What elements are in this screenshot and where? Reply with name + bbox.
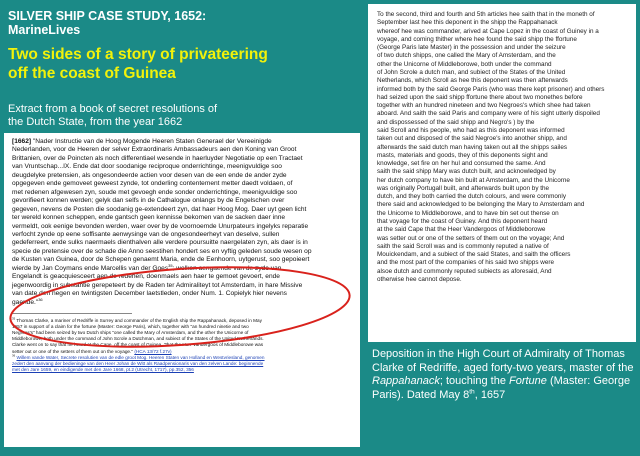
ordinal-suffix: th: [469, 387, 475, 395]
deposition-line: knowledge, set fire on her hul and consumed the same. And: [377, 160, 546, 168]
deposition-caption-line: [372, 389, 636, 403]
caption-text: (Master: George: [546, 375, 631, 387]
deposition-line: saith the said Scroll was and is commonly reputed a native of: [377, 242, 549, 250]
dutch-line: specie de pretensie over de schade die Anno seestihen hondert ses en vyftig geleden soude wesen op: [12, 247, 312, 255]
deposition-caption-line: Deposition in the High Court of Admiralty of Thomas: [372, 348, 625, 360]
dutch-line-text: gaende.": [12, 298, 39, 306]
dutch-line: de Kusten van Guinea, door de Schepen genaemt Maria, ende de Eenhoorn, uytgerust, soo gepoieert: [12, 256, 310, 264]
dutch-line-text: ; welken aengaende van de zyde van: [172, 264, 282, 272]
footnote-line: Middleborowe, both under the command of John Scrole a Dutchman, and subiect of the States of the United Netherlands.: [12, 336, 264, 342]
dutch-line: [12, 138, 354, 146]
dutch-line-text: wierde by Jan Coymans ende Marcellis van der Goes: [12, 264, 169, 272]
dutch-line: van Vruntschap...IX. Ende dat door soodanige reciproque onderrichtinge, meenigvuldige soo: [12, 163, 282, 171]
dutch-line: gedeferreert, ende sulks naermaels dienthalven alle verdere poursuitte naergelaten zyn, als daer is in: [12, 239, 308, 247]
source-reference-link[interactable]: Willem vande Water, Secrete resolutien van de edle groot Mog. Heeren Staten van Holland en Westvriesland, genomen: [16, 354, 265, 360]
deposition-line: had seized upon the said shipp ffortune there about two monethes before: [377, 93, 583, 101]
footnote-text: Thomas Clarke, a mariner of Redriffe in Surrey and commander of the English ship the Rappahanack, deposed in May: [16, 318, 262, 324]
deposition-line: aboard. And saith the said Paris and company were of his sight utterly dispoiled: [377, 110, 600, 118]
footnote-ref[interactable]: 36: [38, 296, 43, 302]
case-title-line: SILVER SHIP CASE STUDY, 1652:: [8, 9, 207, 23]
dutch-line: Engelandt is geacquiesceert aen de redenen, doenmaels aen haer te gemoet gevoert, ende: [12, 273, 280, 281]
deposition-line: of two dutch shipps, one called the Mary of Amsterdam, and the: [377, 52, 556, 60]
deposition-line: afterwards the said dutch man having taken out all the shipps sailes: [377, 143, 568, 151]
deposition-line: and dispossessed of the said shipp and Negro's ) by the: [377, 118, 535, 126]
deposition-line: Mouickendam, and a subiect of the said States, and saith the officers: [377, 251, 571, 259]
dutch-line: met redenen afgewesen zyn, soude met gevoegh ende sonder onderrichtinge, meenigvuldige soo: [12, 188, 298, 196]
dutch-line: Nederlanden, voor de Heeren der selver Extraordinaris Ambassadeurs aen den Koning van Groot: [12, 146, 297, 154]
headline: [8, 45, 328, 83]
dutch-resolution-text: [12, 138, 354, 307]
deposition-line: and the most part of the companies of his said two shipps were: [377, 259, 555, 267]
footnote-ref[interactable]: 35: [168, 262, 173, 268]
deposition-line: there said and acknowledged to be belonging the Mary to Amsterdam and: [377, 201, 585, 209]
hca-reference-link[interactable]: (HCA 13/72 f.27v): [134, 348, 172, 354]
source-reference-link[interactable]: zedert den aanvang der bedieninge van den Heer Johan de Witt als Raadpensionaris van den zelven Lande: beginnende: [12, 360, 264, 366]
footnote-line: 1657 in support of a claim for the fortune (Master: George Paris), which, together with "an hundred ninetie and two: [12, 324, 249, 330]
dutch-line: deugdelyke pretensien, als ongesondeerde actien voor desen van de een ende de ander zyde: [12, 171, 287, 179]
footnote-divider: [12, 313, 132, 314]
deposition-text: [377, 11, 630, 284]
case-title-line: MarineLives: [8, 23, 81, 37]
deposition-line: her dutch company to have bin built at Amsterdam, and the Unicorne: [377, 176, 570, 184]
deposition-line: otherwise hee cannot depose.: [377, 276, 462, 283]
year-marker: [1662]: [12, 138, 32, 145]
footnote-text: setter out or one of the setters of them out on the voyage.": [12, 348, 134, 354]
deposition-caption: [372, 348, 636, 402]
footnotes: [12, 318, 354, 373]
footnote-number: 35: [12, 316, 16, 321]
dutch-line: ter wereld konnen scheppen, ende gantsch geen kennisse bekomen van de sacken daer inne: [12, 214, 286, 222]
deposition-line: was originally Portugall built, and afterwards built upon by the: [377, 184, 550, 192]
deposition-line: whereof hee was commander, arived at Cape Lopez in the coast of Guiney in a: [377, 27, 599, 35]
deposition-line: dutch, and they both carried the dutch colours, and were commonly: [377, 193, 567, 201]
deposition-line: To the second, third and fourth and 5th articles hee saith that in the moneth of: [377, 11, 595, 18]
dutch-line: jegenwoordig in substantie gerepeteert by de Raden ter Admiraliteyt tot Amsterdam, in hare Missive: [12, 281, 303, 289]
dutch-line: gegeven, nevens de Posten die soodanig ge-extendeert zyn, dat haer Hoog Mog. Daer uyt geen licht: [12, 205, 307, 213]
deposition-line: that voyage for the coast of Guiney. And this deponent heard: [377, 218, 548, 226]
deposition-line: of John Scrole a dutch man, and subiect of the States of the United: [377, 68, 566, 76]
deposition-caption-line: Clarke of Redriffe, aged forty-two years, master of the: [372, 361, 634, 374]
dutch-line: gevorifieert konnen werden; gelyk dan selfs in de Cathalogue onlangs by de Engelschen over: [12, 197, 285, 205]
dutch-line: opgegeven ende gemoveet geweest zynde, tot onderling contentement metter daedt voldaen, of: [12, 180, 293, 188]
deposition-line: Netherlands, which Scroll as hee this deponent was then afterwards: [377, 77, 568, 85]
deposition-line: saith the said shipp Mary was dutch built, and acknowledged by: [377, 168, 556, 176]
deposition-line: together with an hundred nineteen and two Negroes's which shee had taken: [377, 102, 591, 110]
deposition-line: said Scroll and his people, who had as this deponent was informed: [377, 126, 565, 134]
deposition-line: at the said Cape that the Heer Vandergoos of Middleborowe: [377, 226, 546, 234]
dutch-line: Brittanien, over de Poincten als noch differentiael wesende in haerluyder Negotiatie op een Tractaet: [12, 154, 303, 162]
dutch-line: [12, 262, 354, 273]
deposition-caption-line: [372, 375, 636, 389]
dutch-line: van date den negen en twintigsten December laetstleden, onder Num. 1. Copielyk hier nevens: [12, 290, 287, 298]
deposition-line: other the Unicorne of Middleborowe, both under the command: [377, 60, 552, 68]
caption-text: ; touching the: [439, 375, 509, 387]
case-study-title: [8, 9, 308, 37]
deposition-line: informed both by the said George Paris (who was there kept prisoner) and others: [377, 85, 605, 93]
source-reference-link[interactable]: met den Jare 1659, en eindigende met den Jare 1668, pt.2 (Utrecht, 1717), pp.352, 356: [12, 366, 194, 372]
deposition-line: was setter out or one of the setters of them out on the voyage; And: [377, 234, 565, 242]
caption-text: , 1657: [474, 388, 506, 401]
ship-name-fortune: Fortune: [509, 375, 547, 387]
dutch-line: [12, 296, 354, 307]
dutch-line-text: "Nader Instructie van de Hoog Mogende Heeren Staten Generael der Vereeinigde: [32, 138, 272, 145]
deposition-line: the Unicorne to Middleborowe, and to have bin set out thense on: [377, 209, 559, 217]
deposition-line: alsoe dutch and commonly reputed subiects as aforesaid, And: [377, 267, 552, 275]
deposition-transcript: [368, 4, 636, 342]
deposition-line: masts, materials and goods, they of this deponents sight and: [377, 151, 548, 159]
deposition-line: voyage, and coming thither where hee found the said shipp the ffortune: [377, 35, 577, 43]
deposition-line: September last hee this deponent in the shipp the Rappahanack: [377, 19, 558, 27]
footnote-line: Clarke went on to say that he heard at the Cape, off the coast of Guinea, "that the Herr Vandergoos of Middleborowe was: [12, 342, 264, 348]
deposition-line: taken out and disposed of the said Negroe's into another shipp, and: [377, 135, 567, 143]
extract-caption-line: the Dutch State, from the year 1662: [8, 116, 183, 128]
dutch-line: verfocht zynde op eene soffisante aenwysinge van de ongesondeerheyt van deselve, sullen: [12, 230, 280, 238]
footnote-number: 36: [12, 353, 16, 358]
deposition-line: (George Paris late Master) in the possession and under the seizure: [377, 44, 566, 52]
extract-caption: [8, 103, 308, 129]
footnote-line: Negroes's" had been seized by two Dutch ships "one called the Mary of Amsterdam, and the other the Unicorne of: [12, 330, 249, 336]
ship-name-rappahanack: Rappahanack: [372, 375, 440, 387]
headline-line: off the coast of Guinea: [8, 65, 176, 82]
headline-line: Two sides of a story of privateering: [8, 46, 268, 63]
caption-text: Paris). Dated May 8: [372, 388, 470, 401]
dutch-resolution-scan: [4, 133, 360, 447]
extract-caption-line: Extract from a book of secret resolutions of: [8, 103, 218, 115]
dutch-line: vermeldt, ook eenige bevonden werden, waer over by de voornoemde Unurpateurs ingelyks reparatie: [12, 222, 309, 230]
